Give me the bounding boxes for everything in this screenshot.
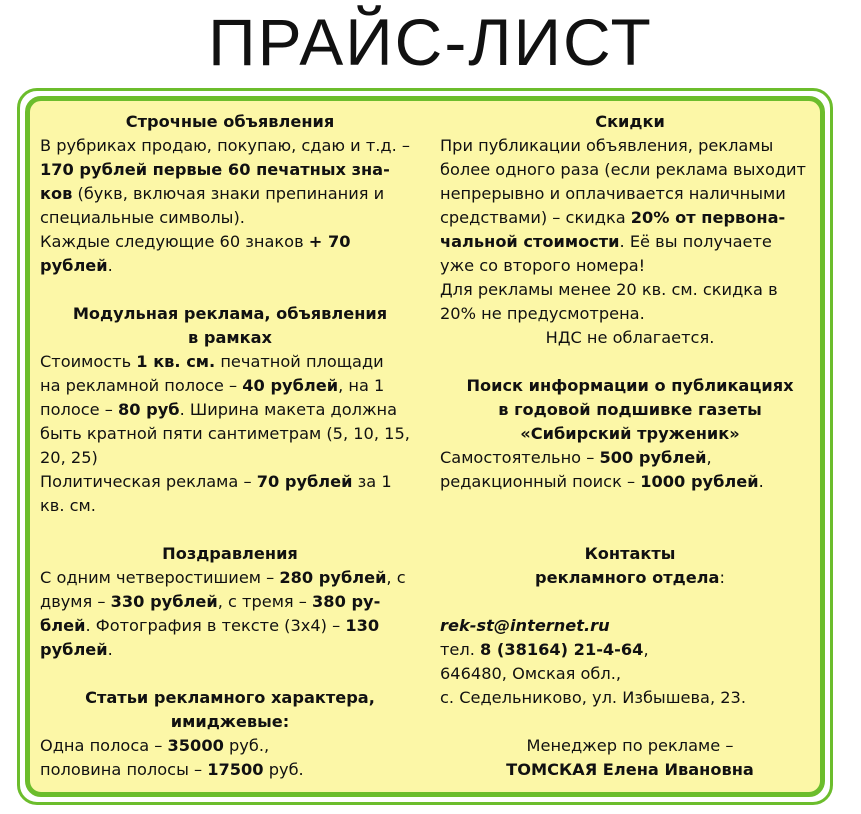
text-line: 20% не предусмотрена.: [440, 304, 645, 323]
right-column: [440, 110, 820, 782]
text-fragment: за 1: [352, 472, 392, 491]
section-heading: Поздравления: [162, 544, 298, 563]
text-fragment: на рекламной полосе –: [40, 376, 243, 395]
text-line: уже со второго номера!: [440, 256, 646, 275]
price-value: 500 рублей: [599, 448, 707, 467]
price-value: + 70: [308, 232, 351, 251]
text-fragment: , с тремя –: [217, 592, 313, 611]
section-contacts: [440, 542, 820, 782]
text-line: Для рекламы менее 20 кв. см. скидка в: [440, 280, 778, 299]
price-value: ков: [40, 184, 73, 203]
text-fragment: .: [107, 640, 113, 659]
text-fragment: Стоимость: [40, 352, 137, 371]
heading-text: рекламного отдела: [535, 568, 720, 587]
price-value: 80 руб: [117, 400, 180, 419]
text-line: [40, 398, 420, 422]
text-line: [40, 158, 420, 182]
text-line: кв. см.: [40, 496, 96, 515]
price-value: 1 кв. см.: [136, 352, 216, 371]
text-line: [440, 206, 820, 230]
text-line: [40, 734, 420, 758]
section-heading: [440, 566, 820, 590]
text-line: В рубриках продаю, покупаю, сдаю и т.д. –: [40, 136, 410, 155]
text-line: При публикации объявления, рекламы: [440, 136, 774, 155]
text-fragment: двумя –: [40, 592, 111, 611]
text-line: непрерывно и оплачивается наличными: [440, 184, 786, 203]
text-line: [40, 350, 420, 374]
section-heading: имиджевые:: [170, 712, 290, 731]
text-line: [440, 230, 820, 254]
price-value: рублей: [40, 256, 108, 275]
text-line: [40, 638, 420, 662]
price-value: 170 рублей первые 60 печатных зна-: [40, 160, 390, 179]
text-fragment: С одним четверостишием –: [40, 568, 280, 587]
price-value: 70 рублей: [256, 472, 353, 491]
text-fragment: Самостоятельно –: [440, 448, 600, 467]
text-line: быть кратной пяти сантиметрам (5, 10, 15,: [40, 424, 410, 443]
price-value: 1000 рублей: [640, 472, 759, 491]
email-link[interactable]: rek-st@internet.ru: [440, 616, 610, 635]
section-heading: «Сибирский труженик»: [520, 424, 740, 443]
section-heading: в годовой подшивке газеты: [498, 400, 762, 419]
manager-name: ТОМСКАЯ Елена Ивановна: [506, 760, 754, 779]
section-archive-search: [440, 374, 820, 494]
text-line: [40, 758, 420, 782]
text-fragment: ,: [706, 448, 712, 467]
price-value: 380 ру-: [312, 592, 381, 611]
section-heading: Модульная реклама, объявления: [72, 304, 388, 323]
price-value: 20% от первона-: [630, 208, 786, 227]
address-line: 646480, Омская обл.,: [440, 664, 622, 683]
text-line: [40, 254, 420, 278]
section-heading: Поиск информации о публикациях: [466, 376, 794, 395]
text-fragment: тел.: [440, 640, 481, 659]
text-line: [40, 614, 420, 638]
text-fragment: редакционный поиск –: [440, 472, 641, 491]
text-fragment: руб.: [263, 760, 304, 779]
section-discounts: [440, 110, 820, 350]
text-line: специальные символы).: [40, 208, 245, 227]
text-fragment: средствами) – скидка: [440, 208, 631, 227]
phone-line: [440, 638, 820, 662]
text-fragment: руб.,: [223, 736, 270, 755]
text-line: [440, 470, 820, 494]
text-fragment: , с: [386, 568, 406, 587]
phone-number: 8 (38164) 21-4-64: [480, 640, 644, 659]
text-fragment: . Её вы получаете: [619, 232, 772, 251]
text-line: [40, 590, 420, 614]
section-line-ads: [40, 110, 420, 278]
text-line: [40, 182, 420, 206]
text-line: [40, 374, 420, 398]
section-heading: Скидки: [595, 112, 665, 131]
text-line: [40, 566, 420, 590]
text-fragment: Политическая реклама –: [40, 472, 257, 491]
address-line: с. Седельниково, ул. Избышева, 23.: [440, 688, 746, 707]
text-line: более одного раза (если реклама выходит: [440, 160, 806, 179]
price-value: 130: [345, 616, 380, 635]
price-value: 35000: [167, 736, 224, 755]
manager-label: Менеджер по рекламе –: [526, 736, 734, 755]
left-column: [40, 110, 420, 782]
text-line: [40, 230, 420, 254]
price-value: чальной стоимости: [440, 232, 620, 251]
text-fragment: , на 1: [338, 376, 385, 395]
section-image-articles: [40, 686, 420, 782]
price-value: рублей: [40, 640, 108, 659]
section-heading: Контакты: [584, 544, 676, 563]
text-fragment: :: [719, 568, 725, 587]
text-fragment: полосе –: [40, 400, 118, 419]
price-value: блей: [40, 616, 86, 635]
page-title: ПРАЙС-ЛИСТ: [208, 5, 653, 79]
text-line: [440, 446, 820, 470]
price-value: 17500: [207, 760, 264, 779]
section-heading: Строчные объявления: [125, 112, 335, 131]
price-value: 330 рублей: [110, 592, 218, 611]
text-fragment: . Фотография в тексте (3х4) –: [85, 616, 346, 635]
text-fragment: Одна полоса –: [40, 736, 168, 755]
section-heading: Статьи рекламного характера,: [85, 688, 375, 707]
text-fragment: ,: [643, 640, 649, 659]
section-heading: в рамках: [188, 328, 272, 347]
text-line: 20, 25): [40, 448, 98, 467]
text-fragment: . Ширина макета должна: [179, 400, 398, 419]
price-value: 280 рублей: [279, 568, 387, 587]
text-fragment: печатной площади: [215, 352, 384, 371]
text-line: [40, 470, 420, 494]
text-fragment: (букв, включая знаки препинания и: [72, 184, 385, 203]
section-greetings: [40, 542, 420, 662]
text-fragment: Каждые следующие 60 знаков: [40, 232, 309, 251]
text-fragment: .: [107, 256, 113, 275]
vat-note: НДС не облагается.: [545, 328, 715, 347]
section-modular-ads: [40, 302, 420, 518]
text-fragment: половина полосы –: [40, 760, 208, 779]
text-fragment: .: [758, 472, 764, 491]
price-value: 40 рублей: [242, 376, 339, 395]
